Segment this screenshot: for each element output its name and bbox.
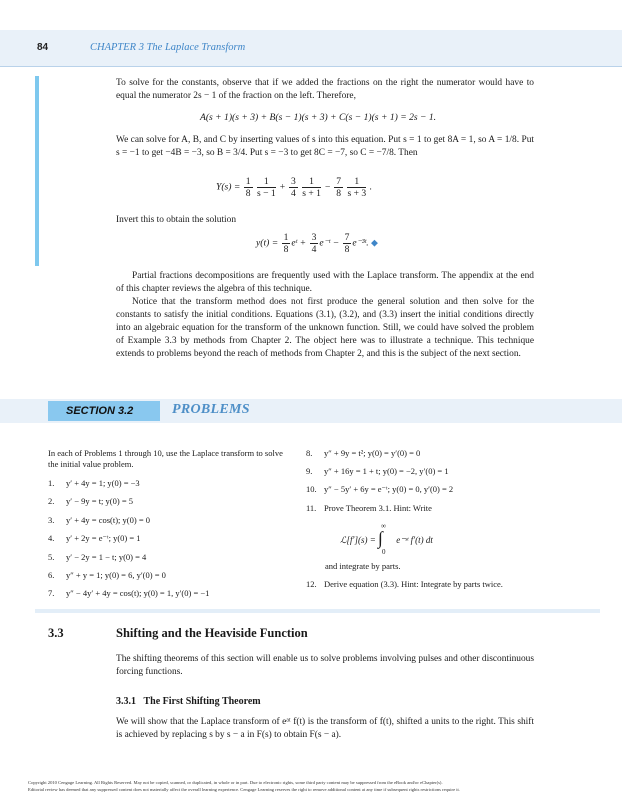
equation-numerator: A(s + 1)(s + 3) + B(s − 1)(s + 3) + C(s − 1)(s + 1) = 2s − 1. — [200, 112, 437, 123]
equation-y-of-t — [256, 232, 378, 255]
problem-text: y′ + 4y = 1; y(0) = −3 — [66, 478, 140, 488]
eq3-exp-1: eᵗ — [291, 237, 298, 249]
integrate-by-parts-text: and integrate by parts. — [325, 561, 401, 571]
eq3-op-1: + — [299, 237, 307, 249]
eq3-lhs: y(t) = — [256, 237, 279, 249]
problem-item — [48, 552, 146, 562]
problem-number: 1. — [48, 478, 55, 488]
problem-number: 4. — [48, 533, 55, 544]
section-label: SECTION 3.2 — [66, 405, 134, 417]
eq3-exp-2: e⁻ᵗ — [319, 237, 331, 249]
eq3-coef-3: $\frac{7}{8}$ — [344, 232, 350, 255]
section-3-3-title: Shifting and the Heaviside Function — [116, 626, 308, 640]
problem-item — [306, 484, 453, 495]
problem-number: 8. — [306, 448, 313, 458]
eq2-op-2: − — [324, 181, 331, 193]
subsection-title — [116, 696, 261, 707]
integral-sign: ∫ — [378, 528, 383, 548]
eq2-coef-2: $\frac{3}{4}$ — [291, 176, 296, 199]
eq2-op-1: + — [279, 181, 286, 193]
problem-text: y′ + 4y = cos(t); y(0) = 0 — [66, 514, 150, 525]
section-title: PROBLEMS — [172, 402, 250, 417]
problem-item — [306, 503, 432, 513]
copyright-line-2: Editorial review has deemed that any suppressed content does not materially affect the overall learning experience. Cengage Learning reserves the right to remove additional content at any time if subsequent rights restrictions require it. — [28, 787, 460, 792]
equation-Y-of-s — [216, 176, 372, 199]
eq2-end: . — [369, 181, 373, 193]
problem-text: y′ + 2y = e⁻ᵗ; y(0) = 1 — [66, 533, 141, 544]
eq2-coef-3: $\frac{7}{8}$ — [336, 176, 342, 199]
eq3-op-2: − — [332, 237, 340, 249]
problem-item — [306, 466, 449, 476]
problem-number: 11. — [306, 502, 317, 513]
integral-sign-group — [378, 522, 394, 556]
copyright-line-1: Copyright 2010 Cengage Learning. All Rights Reserved. May not be copied, scanned, or duplicated, in whole or in part. Due to electronic rights, some third party content may be suppressed from the eBook and/or eChapter(s). — [28, 780, 443, 785]
integral-lhs: ℒ[f′](s) = — [340, 535, 376, 546]
paragraph-partial-fractions: Partial fractions decompositions are frequently used with the Laplace transform. The appendix at the end of this chapter reviews the algebra of this technique. — [116, 271, 534, 294]
chapter-title: CHAPTER 3 The Laplace Transform — [90, 42, 246, 53]
problem-text: y′ − 9y = t; y(0) = 5 — [66, 496, 133, 507]
integral-lower-limit: 0 — [382, 548, 386, 556]
eq3-coef-1: $\frac{1}{8}$ — [283, 232, 289, 255]
problem-number: 5. — [48, 551, 55, 562]
eq2-lhs: Y(s) = — [216, 181, 241, 193]
problem-item — [306, 448, 420, 458]
problem-12 — [306, 579, 503, 589]
problem-item — [48, 496, 133, 506]
problem-text: y″ − 4y′ + 4y = cos(t); y(0) = 1, y′(0) = −1 — [66, 588, 210, 599]
problem-number: 9. — [306, 466, 313, 477]
problem-text: y″ + 9y = t²; y(0) = y′(0) = 0 — [324, 448, 421, 458]
problem-text: y″ − 5y′ + 6y = e⁻ᵗ; y(0) = 0, y′(0) = 2 — [324, 484, 454, 495]
problem-item — [48, 588, 209, 598]
problem-text: y′ − 2y = 1 − t; y(0) = 4 — [66, 551, 147, 562]
eq3-end: . — [366, 237, 369, 249]
eq2-var-3: $\frac{1}{s + 3}$ — [347, 176, 367, 199]
problem-text: Prove Theorem 3.1. Hint: Write — [324, 502, 432, 513]
problem-item — [48, 570, 166, 580]
eq2-var-1: $\frac{1}{s - 1}$ — [256, 176, 276, 199]
problem-number: 10. — [306, 484, 317, 495]
eq3-coef-2: $\frac{3}{4}$ — [311, 232, 317, 255]
problem-text: y″ + y = 1; y(0) = 6, y′(0) = 0 — [66, 570, 166, 580]
problem-text: y″ + 16y = 1 + t; y(0) = −2, y′(0) = 1 — [324, 466, 449, 477]
problems-intro: In each of Problems 1 through 10, use the Laplace transform to solve the initial value problem. — [48, 448, 283, 469]
integral-integrand: e⁻ˢᵗ f′(t) dt — [396, 535, 433, 546]
subsection-number: 3.3.1 — [116, 696, 136, 707]
end-of-example-diamond-icon: ◆ — [371, 237, 378, 248]
subsection-text: We will show that the Laplace transform of eᵃᵗ f(t) is the transform of f(t), shifted a units to the right. This shift is achieved by replacing s by s − a in F(s) to obtain F(s − a). — [116, 717, 534, 740]
eq3-exp-3: e⁻³ᵗ — [352, 237, 367, 249]
eq2-var-2: $\frac{1}{s + 1}$ — [302, 176, 321, 199]
problem-number: 12. — [306, 579, 317, 589]
section-separator — [35, 609, 600, 613]
problem-text: Derive equation (3.3). Hint: Integrate by parts twice. — [324, 579, 503, 589]
problem-number: 2. — [48, 496, 55, 507]
problem-item — [48, 533, 141, 544]
problem-item — [48, 515, 150, 525]
problem-number: 7. — [48, 588, 55, 599]
problem-number: 3. — [48, 514, 55, 525]
integral-upper-limit: ∞ — [381, 522, 387, 530]
subsection-name: The First Shifting Theorem — [143, 696, 261, 707]
page-number: 84 — [37, 42, 49, 53]
eq2-coef-1: $\frac{1}{8}$ — [245, 176, 251, 199]
paragraph-solve-abc: We can solve for A, B, and C by inserting values of s into this equation. Put s = 1 to get 8A = 1, so A = 1/8. Put s = −1 to get −4B = −3, so B = 3/4. Put s = −3 to get 8C = −7, so C = −7/8. Then — [116, 135, 534, 158]
section-3-3-number: 3.3 — [48, 626, 64, 640]
section-3-3-intro: The shifting theorems of this section will enable us to solve problems involving pulses and other discontinuous forcing functions. — [116, 654, 534, 677]
paragraph-transform-method: Notice that the transform method does not first produce the general solution and then solve for the constants to satisfy the initial conditions. Equations (3.1), (3.2), and (3.3) insert the initial conditions directly into an algebraic equation for the transform of the unknown function. Still, we could have solved the problem of Example 3.3 by methods from Chapter 2. The object here was to illustrate a technique. This technique extends to problems beyond the reach of methods from Chapter 2, and this is the subject of the next section. — [116, 297, 534, 359]
integral-equation — [340, 522, 433, 556]
margin-accent-bar — [35, 76, 39, 266]
paragraph-constants: To solve for the constants, observe that if we added the fractions on the right the numerator would have to equal the numerator 2s − 1 of the fraction on the left. Therefore, — [116, 78, 534, 101]
problem-item — [48, 478, 140, 488]
paragraph-invert: Invert this to obtain the solution — [116, 215, 237, 225]
problem-number: 6. — [48, 570, 55, 580]
header-rule — [0, 66, 622, 67]
